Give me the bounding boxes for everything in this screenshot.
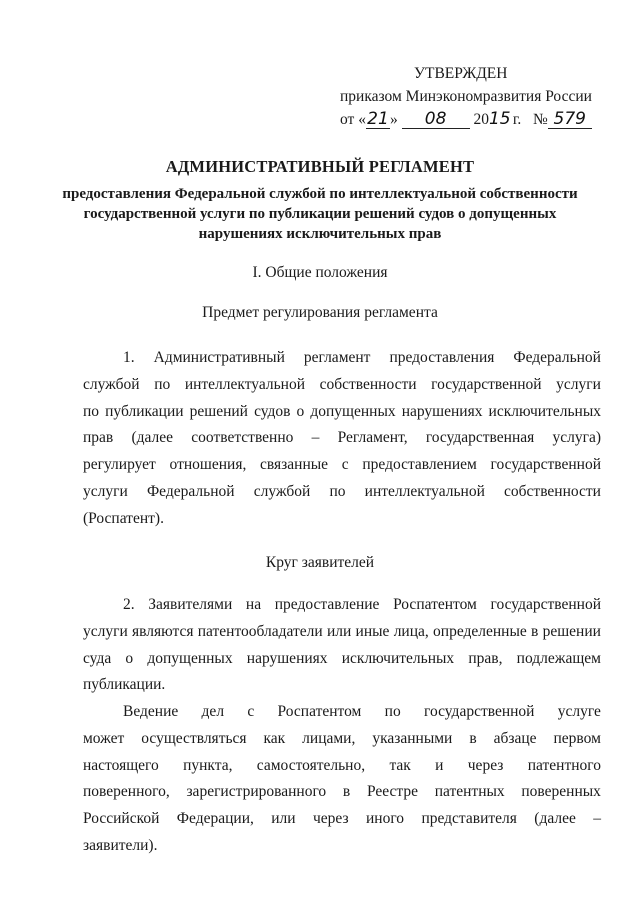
- word: интеллектуальной: [184, 375, 306, 393]
- word: нарушениях: [246, 649, 328, 667]
- word: регламент: [303, 349, 371, 366]
- word: услуги: [83, 622, 128, 640]
- section-applicants-title: Круг заявителей: [265, 554, 375, 571]
- year-unit: г.: [512, 111, 522, 128]
- word: Заявителями: [148, 596, 233, 613]
- approval-day: 21: [367, 109, 389, 129]
- word: в: [342, 783, 351, 801]
- word: соответственно: [191, 429, 294, 447]
- text-line: [83, 619, 601, 646]
- word: услуги: [556, 375, 601, 393]
- word: суда: [83, 649, 112, 667]
- word: 1.: [123, 349, 135, 366]
- word: предоставление: [274, 596, 380, 613]
- word: государственная: [425, 429, 535, 447]
- text-line: [83, 753, 601, 780]
- text-line: [83, 672, 601, 699]
- text-line: [83, 425, 601, 452]
- word: по: [83, 402, 100, 420]
- word: зарегистрированного: [186, 783, 327, 801]
- word: определенные: [433, 622, 527, 640]
- regulation-title: АДМИНИСТРАТИВНЫЙ РЕГЛАМЕНТ: [165, 157, 475, 176]
- word: абзаце: [493, 729, 537, 747]
- word: через: [312, 810, 349, 828]
- word: патентного: [527, 756, 601, 774]
- word: самостоятельно,: [256, 756, 366, 774]
- word: или: [326, 622, 352, 640]
- word: (далее: [534, 810, 576, 828]
- word: и: [435, 756, 444, 774]
- subtitle-line: нарушениях исключительных прав: [198, 226, 442, 242]
- approval-block: [340, 62, 630, 131]
- word: лица,: [393, 622, 429, 640]
- text-line: [83, 806, 601, 833]
- word: Российской: [83, 810, 160, 828]
- word: интеллектуальной: [364, 482, 485, 500]
- word: государственной: [490, 456, 601, 474]
- word: в: [469, 729, 477, 747]
- word: нарушениях: [401, 402, 483, 420]
- approval-year-suffix: 15: [488, 109, 511, 129]
- section-1-subtitle: Предмет регулирования регламента: [202, 304, 438, 321]
- text-line: [83, 726, 601, 753]
- approval-title: УТВЕРЖДЕН: [414, 65, 508, 82]
- word: собственности: [504, 482, 601, 500]
- word: заявители).: [83, 836, 158, 854]
- word: предоставления: [389, 349, 495, 366]
- paragraph-1: [83, 345, 601, 533]
- text-line: [83, 833, 601, 860]
- word: патентных: [434, 783, 505, 801]
- text-line: [83, 345, 601, 372]
- word: прав: [83, 429, 114, 447]
- word: судов: [254, 402, 291, 420]
- approval-date-line: [340, 108, 630, 131]
- word: Реестре: [366, 783, 418, 801]
- word: Ведение: [123, 703, 179, 720]
- subtitle-line: предоставления Федеральной службой по интеллектуальной собственности: [62, 186, 578, 202]
- word: пункта,: [183, 756, 233, 774]
- word: на: [245, 596, 262, 613]
- word: осуществляться: [141, 729, 247, 747]
- word: (далее: [131, 429, 174, 447]
- word: дел: [201, 703, 225, 720]
- word: или: [271, 810, 296, 828]
- word: Федерации,: [176, 810, 254, 828]
- word: Регламент,: [337, 429, 408, 447]
- word: (Роспатент).: [83, 509, 164, 527]
- word: Роспатентом: [393, 596, 477, 613]
- word: с: [341, 456, 349, 474]
- word: может: [83, 729, 125, 747]
- word: исключительных: [488, 402, 601, 420]
- word: собственности: [319, 375, 417, 393]
- text-line: [83, 372, 601, 399]
- word: регулирует: [83, 456, 156, 474]
- word: услуга): [552, 429, 601, 447]
- word: предоставлением: [362, 456, 477, 474]
- word: государственной: [431, 375, 542, 393]
- word: публикации: [105, 402, 184, 420]
- text-line: [83, 452, 601, 479]
- word: по: [154, 375, 171, 393]
- word: связанные: [260, 456, 329, 474]
- word: первом: [553, 729, 601, 747]
- number-label: №: [532, 111, 548, 128]
- text-line: [83, 479, 601, 506]
- word: исключительных: [341, 649, 455, 667]
- approval-order-line: приказом Минэкономразвития России: [340, 88, 592, 105]
- word: как: [263, 729, 286, 747]
- paragraph-3: [83, 699, 601, 860]
- word: допущенных: [147, 649, 233, 667]
- approval-number: 579: [548, 110, 592, 129]
- word: 2.: [123, 596, 135, 613]
- word: публикации.: [83, 676, 166, 694]
- year-prefix: 20: [473, 111, 489, 128]
- word: решении: [542, 622, 601, 640]
- word: службой: [253, 482, 311, 500]
- subtitle-line: государственной услуги по публикации решений судов о допущенных: [83, 206, 557, 222]
- word: по: [384, 703, 401, 720]
- word: так: [389, 756, 411, 774]
- paragraph-2: [83, 592, 601, 699]
- word: решений: [189, 402, 248, 420]
- word: лицами,: [302, 729, 356, 747]
- word: –: [311, 429, 320, 447]
- word: прав,: [468, 649, 503, 667]
- word: через: [467, 756, 504, 774]
- text-line: [83, 779, 601, 806]
- word: о: [296, 402, 305, 420]
- word: настоящего: [83, 756, 159, 774]
- word: поверенных: [521, 783, 601, 801]
- word: Федеральной: [513, 349, 601, 366]
- text-line: [83, 646, 601, 673]
- word: в: [531, 622, 539, 640]
- word: государственной: [490, 596, 601, 613]
- word: допущенных: [310, 402, 396, 420]
- word: патентообладатели: [197, 622, 323, 640]
- word: государственной: [424, 703, 535, 720]
- word: представителя: [421, 810, 517, 828]
- word: –: [593, 810, 601, 828]
- section-1-title: I. Общие положения: [252, 264, 388, 281]
- word: услуги: [83, 482, 128, 500]
- word: Роспатентом: [277, 703, 362, 720]
- word: по: [329, 482, 346, 500]
- word: услуге: [557, 703, 601, 720]
- word: Административный: [153, 349, 285, 366]
- word: отношения,: [169, 456, 247, 474]
- text-line: [83, 592, 601, 619]
- word: Федеральной: [146, 482, 235, 500]
- approval-month: 08: [402, 110, 470, 129]
- word: иные: [355, 622, 390, 640]
- word: подлежащем: [516, 649, 601, 667]
- regulation-subtitle: [0, 184, 640, 244]
- word: являются: [132, 622, 194, 640]
- date-quote-close: »: [389, 111, 398, 128]
- word: о: [125, 649, 134, 667]
- text-line: [83, 699, 601, 726]
- word: с: [247, 703, 255, 720]
- word: указанными: [372, 729, 453, 747]
- word: иного: [365, 810, 405, 828]
- date-prefix: от «: [340, 111, 366, 128]
- word: поверенного,: [83, 783, 170, 801]
- word: службой: [83, 375, 140, 393]
- text-line: [83, 399, 601, 426]
- text-line: [83, 506, 601, 533]
